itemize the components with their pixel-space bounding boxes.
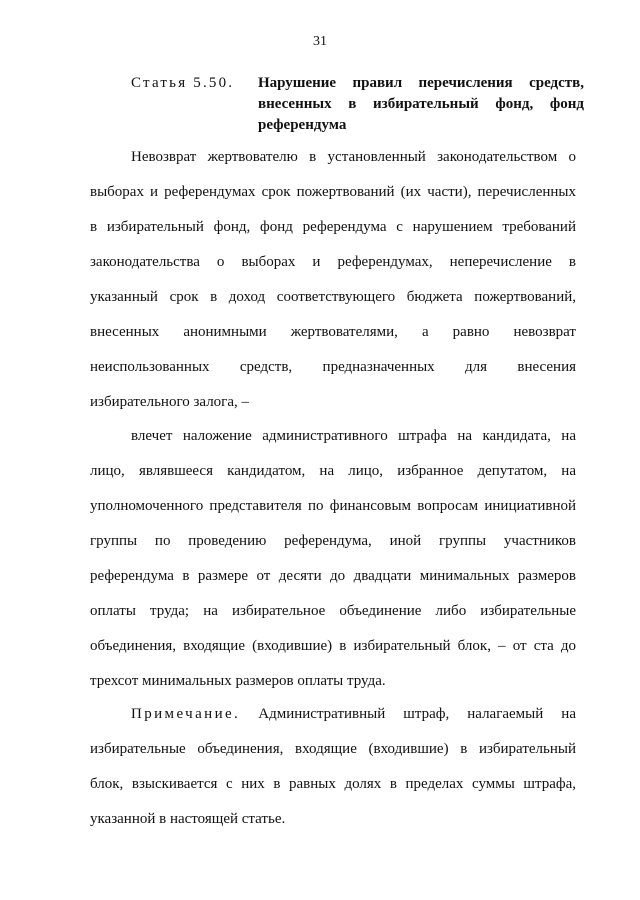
text-line: избирательного залога, – <box>90 394 249 410</box>
text-line: референдума в размере от десяти до двадцати минимальных размеров <box>90 568 576 584</box>
article-label: Статья 5.50. <box>131 75 235 91</box>
text-line: трехсот минимальных размеров оплаты труда. <box>90 673 386 689</box>
text-line: лицо, являвшееся кандидатом, на лицо, избранное депутатом, на <box>90 463 576 479</box>
text-line: указанный срок в доход соответствующего бюджета пожертвований, <box>90 289 576 305</box>
text-line: группы по проведению референдума, иной группы участников <box>90 533 576 549</box>
text-line <box>90 703 576 738</box>
article-title-line: внесенных в избирательный фонд, фонд <box>258 96 584 112</box>
article-title <box>258 73 584 136</box>
text-line: указанной в настоящей статье. <box>90 811 286 827</box>
note-first-line: Административный штраф, налагаемый на <box>258 706 576 722</box>
text-line: влечет наложение административного штрафа на кандидата, на <box>131 428 576 444</box>
text-line: Невозврат жертвователю в установленный законодательством о <box>131 149 576 165</box>
text-line: неиспользованных средств, предназначенных для внесения <box>90 359 576 375</box>
paragraph-penalty <box>90 425 576 705</box>
paragraph-note <box>90 703 576 843</box>
page-number: 31 <box>313 34 327 49</box>
text-line: внесенных анонимными жертвователями, а равно невозврат <box>90 324 576 340</box>
text-line: оплаты труда; на избирательное объединение либо избирательные <box>90 603 576 619</box>
text-line: в избирательный фонд, фонд референдума с нарушением требований <box>90 219 576 235</box>
text-line: блок, взыскивается с них в равных долях в пределах суммы штрафа, <box>90 776 576 792</box>
text-line: законодательства о выборах и референдумах, неперечисление в <box>90 254 576 270</box>
text-line: объединения, входящие (входившие) в избирательный блок, – от ста до <box>90 638 576 654</box>
paragraph-offense <box>90 146 576 426</box>
text-line: избирательные объединения, входящие (входившие) в избирательный <box>90 741 576 757</box>
text-line: выборах и референдумах срок пожертвований (их части), перечисленных <box>90 184 576 200</box>
text-line: уполномоченного представителя по финансовым вопросам инициативной <box>90 498 576 514</box>
article-title-line: Нарушение правил перечисления средств, <box>258 75 584 91</box>
note-label: Примечание. <box>131 706 241 722</box>
article-title-line: референдума <box>258 117 347 133</box>
